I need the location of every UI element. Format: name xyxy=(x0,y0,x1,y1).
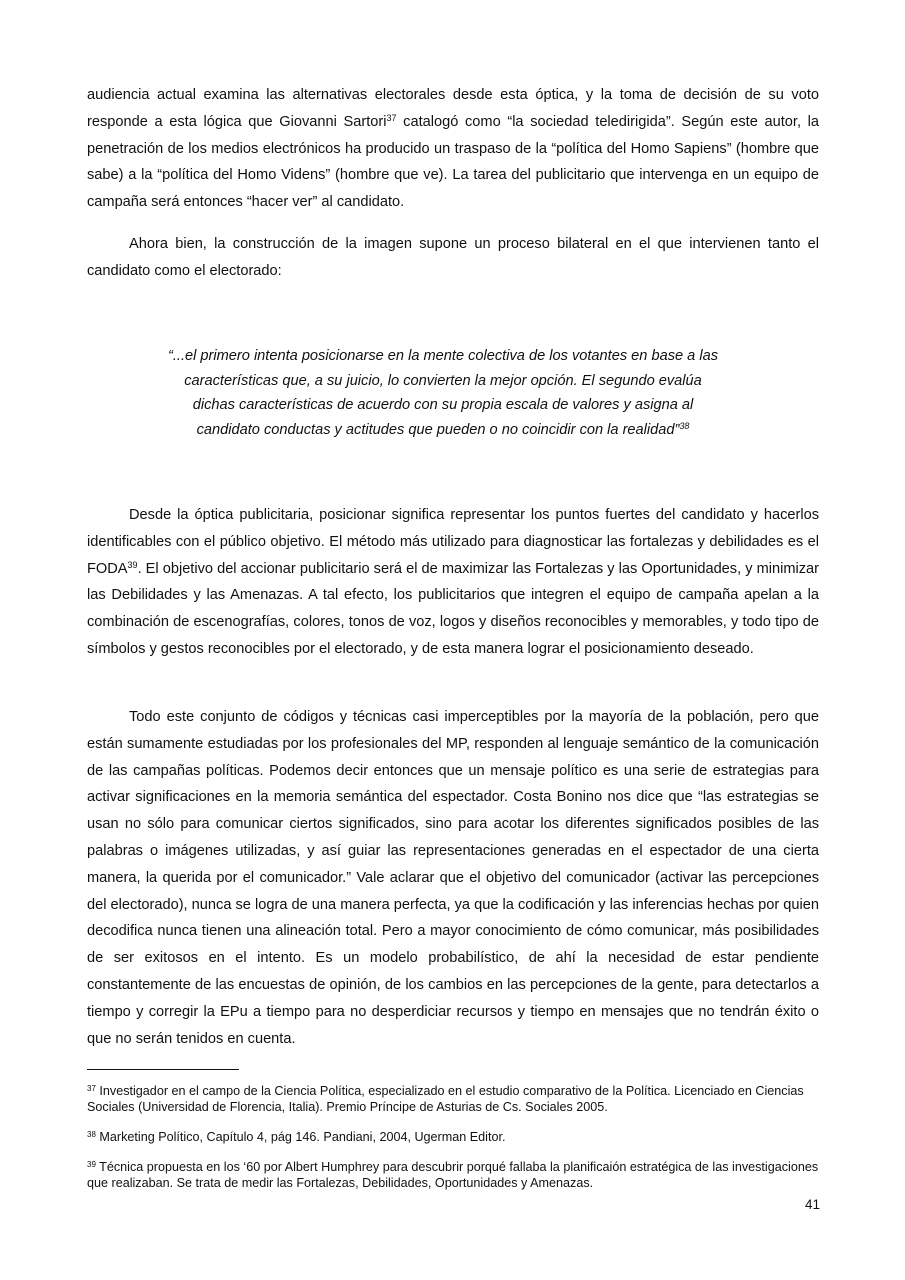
footnote-ref-37[interactable]: 37 xyxy=(386,112,397,123)
footnote-37 xyxy=(87,1083,822,1115)
footnote-number: 37 xyxy=(87,1084,96,1093)
quote-line: dichas características de acuerdo con su propia escala de valores y asigna al xyxy=(192,397,694,413)
footnote-text: Investigador en el campo de la Ciencia Política, especializado en el estudio comparativo de la Política. Licenciado en Ciencias Sociales (Universidad de Florencia, Italia). Premio Príncipe de Asturias de Cs. Sociales 2005. xyxy=(87,1084,804,1114)
footnote-text: Técnica propuesta en los ‘60 por Albert Humphrey para descubrir porqué fallaba la planificaión estratégica de las investigaciones que realizaban. Se trata de medir las Fortalezas, Debilidades, Oportunidades y Amenazas. xyxy=(87,1160,819,1190)
paragraph-2: Ahora bien, la construcción de la imagen supone un proceso bilateral en el que intervienen tanto el candidato como el electorado: xyxy=(87,236,819,279)
footnote-ref-39[interactable]: 39 xyxy=(127,559,138,570)
quote-line-last xyxy=(150,418,736,443)
quote-line-text: candidato conductas y actitudes que pueden o no coincidir con la realidad” xyxy=(196,421,680,438)
quote-line: “...el primero intenta posicionarse en la mente colectiva de los votantes en base a las xyxy=(167,348,718,364)
paragraph-4: Todo este conjunto de códigos y técnicas casi imperceptibles por la mayoría de la población, pero que están sumamente estudiadas por los profesionales del MP, responden al lenguaje semántico de la comunicación de las campañas políticas. Podemos decir entonces que un mensaje político es una serie de estrategias para activar significaciones en la memoria semántica del espectador. Costa Bonino nos dice que “las estrategias se usan no sólo para comunicar ciertos significados, sino para acotar los diferentes significados posibles de las palabras o imágenes utilizadas, y así guiar las representaciones generadas en el espectador de una cierta manera, la querida por el comunicador.” Vale aclarar que el objetivo del comunicador (activar las percepciones del electorado), nunca se logra de una manera perfecta, ya que la codificación y las inferencias hechas por quien decodifica nunca tienen una alineación total. Pero a mayor conocimiento de cómo comunicar, más posibilidades de ser exitosos en el intento. Es un modelo probabilístico, de ahí la necesidad de estar pendiente constantemente de las encuestas de opinión, de los cambios en las percepciones de la gente, para detectarlos a tiempo y corregir la EPu a tiempo para no desperdiciar recursos y tiempo en mensajes que no tendrán éxito o que no serán tenidos en cuenta. xyxy=(87,709,819,1047)
paragraph-1-text-b: catalogó como “la sociedad teledirigida”. Según este autor, la penetración de los medios electrónicos ha producido un traspaso de la “política del Homo Sapiens” (hombre que sabe) a la “política del Homo Videns” (hombre que ve). La tarea del publicitario que intervenga en un equipo de campaña será entonces “hacer ver” al candidato. xyxy=(87,113,820,211)
footnote-text: Marketing Político, Capítulo 4, pág 146. Pandiani, 2004, Ugerman Editor. xyxy=(95,1130,506,1144)
paragraph-3-text-b: . El objetivo del accionar publicitario será el de maximizar las Fortalezas y las Oportunidades, y minimizar las Debilidades y las Amenazas. A tal efecto, los publicitarios que integren el equipo de campaña apelan a la combinación de escenografías, colores, tonos de voz, logos y diseños reconocibles y memorables, y todo tipo de símbolos y gestos reconocibles por el electorado, y de esta manera lograr el posicionamiento deseado. xyxy=(87,560,819,657)
footnote-39 xyxy=(87,1159,822,1191)
page-number: 41 xyxy=(804,1197,820,1212)
paragraph-1 xyxy=(87,82,819,216)
paragraph-3 xyxy=(87,502,819,663)
block-quote xyxy=(150,344,736,442)
footnote-number: 38 xyxy=(87,1130,96,1139)
paragraph-3-text-a: Desde la óptica publicitaria, posicionar significa representar los puntos fuertes del candidato y hacerlos identificables con el público objetivo. El método más utilizado para diagnosticar las fortalezas y debilidades es el FODA xyxy=(87,507,819,577)
footnote-38 xyxy=(87,1129,822,1145)
paragraph-1-text-a: audiencia actual examina las alternativas electorales desde esta óptica, y la toma de decisión de su voto responde a esta lógica que Giovanni Sartori xyxy=(87,87,819,130)
footnote-separator xyxy=(87,1069,239,1070)
footnote-ref-38[interactable]: 38 xyxy=(679,420,690,431)
footnote-number: 39 xyxy=(87,1160,96,1169)
quote-line: características que, a su juicio, lo convierten la mejor opción. El segundo evalúa xyxy=(184,372,702,389)
